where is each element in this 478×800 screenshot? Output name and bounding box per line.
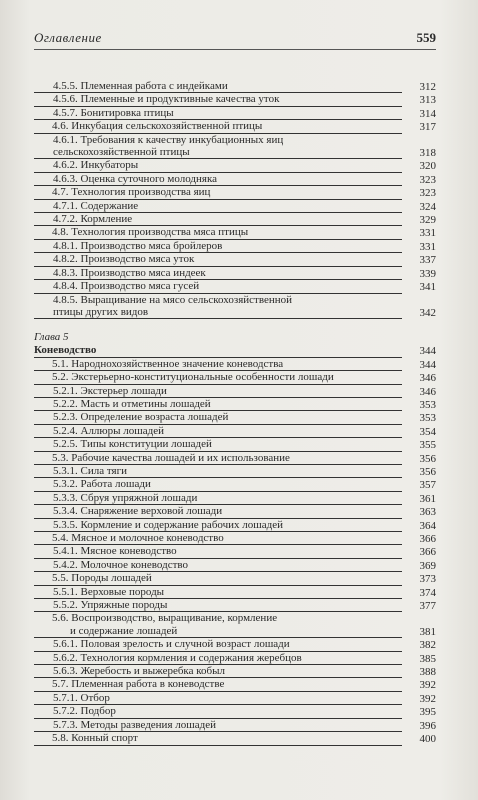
- toc-entry-title: 4.6.2. Инкубаторы: [34, 159, 402, 172]
- toc-entry-page: 324: [419, 200, 436, 213]
- toc-entry-page: 385: [419, 652, 436, 665]
- toc-entry-page: 331: [419, 240, 436, 253]
- toc-entry-title: 4.5.7. Бонитировка птицы: [34, 107, 402, 120]
- toc-entry: [34, 358, 436, 371]
- toc-entry-page: 317: [419, 121, 436, 134]
- toc-entry: [34, 107, 436, 120]
- toc-entry: [34, 294, 436, 320]
- toc-entry: [34, 80, 436, 93]
- toc-entry-page: 337: [419, 254, 436, 267]
- toc-entry-title: 5.3.5. Кормление и содержание рабочих лошадей: [34, 519, 402, 532]
- toc-entry-page: 355: [419, 439, 436, 452]
- toc-entry-title: 5.2.1. Экстерьер лошади: [34, 385, 402, 398]
- toc-entry: [34, 638, 436, 651]
- toc-entry-page: 373: [419, 573, 436, 586]
- toc-entry: [34, 134, 436, 160]
- toc-entry-title: 5.5.2. Упряжные породы: [34, 599, 402, 612]
- toc-entry: [34, 652, 436, 665]
- toc-entry-title: [34, 612, 402, 638]
- toc-entry-page: 356: [419, 452, 436, 465]
- toc-entry: [34, 612, 436, 638]
- toc-entry: [34, 173, 436, 186]
- toc-entry-title-line-2: и содержание лошадей: [70, 624, 178, 637]
- toc-entry-page: 388: [419, 666, 436, 679]
- toc-entry-title: 4.7. Технология производства яиц: [34, 186, 402, 199]
- header-title: Оглавление: [34, 30, 102, 45]
- toc-entry-title: 5.7. Племенная работа в коневодстве: [34, 678, 402, 691]
- toc-entry-title: 5.3.3. Сбруя упряжной лошади: [34, 492, 402, 505]
- toc-entry-title: 5.2.2. Масть и отметины лошадей: [34, 398, 402, 411]
- toc-entry: [34, 186, 436, 199]
- toc-entry: [34, 200, 436, 213]
- toc-entry: [34, 344, 436, 357]
- toc-entry-title: 5.5.1. Верховые породы: [34, 586, 402, 599]
- page-number: 559: [416, 30, 436, 45]
- toc-entry-title: 4.8.1. Производство мяса бройлеров: [34, 240, 402, 253]
- toc-entry: [34, 226, 436, 239]
- toc-entry: [34, 678, 436, 691]
- toc-entry-page: 313: [419, 94, 436, 107]
- toc-entry-title-line-2: сельскохозяйственной птицы: [53, 146, 190, 159]
- toc-entry-title: 4.7.2. Кормление: [34, 213, 402, 226]
- toc-entry-title: 5.6.3. Жеребость и выжеребка кобыл: [34, 665, 402, 678]
- toc-entry: [34, 705, 436, 718]
- toc-entry-page: 353: [419, 412, 436, 425]
- toc-entry-title: [34, 134, 402, 160]
- toc-entry: [34, 586, 436, 599]
- toc-entry-title: [34, 294, 402, 320]
- toc-entry: [34, 572, 436, 585]
- toc-entry: [34, 665, 436, 678]
- toc-entry-title: 4.5.6. Племенные и продуктивные качества уток: [34, 93, 402, 106]
- toc-entry-page: 312: [419, 81, 436, 93]
- toc-entry-page: 346: [419, 372, 436, 385]
- toc-entry: [34, 719, 436, 732]
- toc-entry-page: 339: [419, 267, 436, 280]
- toc-entry-page: 366: [419, 533, 436, 545]
- toc-entry-title: 5.2.3. Определение возраста лошадей: [34, 411, 402, 424]
- toc-entry-title: 5.2. Экстерьерно-конституциональные особенности лошади: [34, 371, 402, 384]
- toc-entry-page: 320: [419, 160, 436, 173]
- toc-entry: [34, 559, 436, 572]
- table-of-contents: [34, 80, 436, 746]
- toc-entry-page: 363: [419, 506, 436, 519]
- toc-entry: [34, 692, 436, 705]
- toc-entry: [34, 425, 436, 438]
- toc-entry-title: 5.3.1. Сила тяги: [34, 465, 402, 478]
- toc-entry: [34, 159, 436, 172]
- toc-entry-page: 357: [419, 479, 436, 492]
- toc-section-chapter-4: [34, 80, 436, 319]
- toc-entry-page: 392: [419, 692, 436, 705]
- toc-entry: [34, 371, 436, 384]
- toc-entry-page: 382: [419, 639, 436, 652]
- toc-entry-title: 5.4. Мясное и молочное коневодство: [34, 532, 402, 545]
- toc-entry-title: 5.6.1. Половая зрелость и случной возраст лошади: [34, 638, 402, 651]
- toc-entry-title: 5.6.2. Технология кормления и содержания жеребцов: [34, 652, 402, 665]
- toc-entry: [34, 465, 436, 478]
- toc-entry: [34, 385, 436, 398]
- toc-entry-page: 353: [419, 398, 436, 411]
- toc-entry: [34, 492, 436, 505]
- toc-entry-title: 4.6. Инкубация сельскохозяйственной птицы: [34, 120, 402, 133]
- running-header: [34, 30, 436, 50]
- toc-entry-title: 4.7.1. Содержание: [34, 200, 402, 213]
- toc-entry-page: 323: [419, 173, 436, 186]
- toc-entry: [34, 732, 436, 745]
- toc-entry-page: 318: [419, 147, 436, 160]
- toc-entry: [34, 280, 436, 293]
- toc-entry: [34, 120, 436, 133]
- toc-entry-title: 5.3.2. Работа лошади: [34, 478, 402, 491]
- toc-entry: [34, 519, 436, 532]
- toc-entry-page: 344: [419, 345, 436, 358]
- toc-entry-page: 342: [419, 306, 436, 319]
- toc-entry-title: 5.5. Породы лошадей: [34, 572, 402, 585]
- toc-entry-page: 369: [419, 559, 436, 572]
- toc-entry: [34, 398, 436, 411]
- toc-entry: [34, 438, 436, 451]
- toc-entry: [34, 240, 436, 253]
- toc-entry-page: 364: [419, 519, 436, 532]
- toc-entry-page: 346: [419, 385, 436, 398]
- toc-entry-page: 377: [419, 600, 436, 613]
- toc-entry-page: 314: [419, 107, 436, 120]
- toc-entry-page: 341: [419, 281, 436, 294]
- toc-entry: [34, 532, 436, 545]
- toc-entry-title: 5.3. Рабочие качества лошадей и их использование: [34, 452, 402, 465]
- chapter-heading: Глава 5: [34, 331, 69, 344]
- toc-entry: [34, 411, 436, 424]
- toc-entry-page: 331: [419, 227, 436, 240]
- toc-entry-title: Коневодство: [34, 344, 402, 357]
- toc-entry-title-line-1: 4.8.5. Выращивание на мясо сельскохозяйственной: [53, 293, 293, 306]
- toc-entry-page: 356: [419, 465, 436, 478]
- toc-entry-title: 5.1. Народнохозяйственное значение коневодства: [34, 358, 402, 371]
- toc-section-chapter-5: [34, 344, 436, 745]
- toc-entry-title: 4.6.3. Оценка суточного молодняка: [34, 173, 402, 186]
- toc-entry-page: 323: [419, 187, 436, 200]
- toc-entry-page: 344: [419, 358, 436, 371]
- toc-entry-title: 4.5.5. Племенная работа с индейками: [34, 80, 402, 93]
- toc-entry-title-line-2: птицы других видов: [53, 305, 149, 318]
- toc-entry: [34, 545, 436, 558]
- toc-entry: [34, 452, 436, 465]
- toc-entry-page: 361: [419, 492, 436, 505]
- toc-entry-title: 4.8.3. Производство мяса индеек: [34, 267, 402, 280]
- toc-entry-page: 400: [419, 733, 436, 746]
- toc-entry-title: 5.3.4. Снаряжение верховой лошади: [34, 505, 402, 518]
- toc-entry: [34, 93, 436, 106]
- toc-entry-page: 396: [419, 719, 436, 732]
- toc-entry-page: 354: [419, 425, 436, 438]
- toc-entry-title: 5.2.4. Аллюры лошадей: [34, 425, 402, 438]
- toc-entry: [34, 267, 436, 280]
- toc-entry-title: 5.7.1. Отбор: [34, 692, 402, 705]
- toc-entry-title: 5.7.3. Методы разведения лошадей: [34, 719, 402, 732]
- toc-entry: [34, 478, 436, 491]
- toc-entry-title: 5.2.5. Типы конституции лошадей: [34, 438, 402, 451]
- toc-entry-title: 4.8.4. Производство мяса гусей: [34, 280, 402, 293]
- toc-entry-title: 4.8. Технология производства мяса птицы: [34, 226, 402, 239]
- toc-entry-title: 5.4.2. Молочное коневодство: [34, 559, 402, 572]
- toc-entry: [34, 213, 436, 226]
- toc-entry-page: 392: [419, 679, 436, 692]
- toc-entry-title: 5.8. Конный спорт: [34, 732, 402, 745]
- toc-entry-title: 5.4.1. Мясное коневодство: [34, 545, 402, 558]
- toc-entry-title-line-1: 4.6.1. Требования к качеству инкубационных яиц: [53, 133, 284, 146]
- toc-entry-page: 329: [419, 214, 436, 227]
- toc-entry-page: 374: [419, 586, 436, 599]
- toc-entry-page: 366: [419, 546, 436, 559]
- toc-entry: [34, 599, 436, 612]
- toc-entry-title: 4.8.2. Производство мяса уток: [34, 253, 402, 266]
- toc-entry-page: 381: [419, 625, 436, 638]
- toc-entry-title: 5.7.2. Подбор: [34, 705, 402, 718]
- toc-entry: [34, 253, 436, 266]
- toc-entry-title-line-1: 5.6. Воспроизводство, выращивание, кормление: [52, 612, 278, 625]
- toc-entry-page: 395: [419, 706, 436, 719]
- toc-entry: [34, 505, 436, 518]
